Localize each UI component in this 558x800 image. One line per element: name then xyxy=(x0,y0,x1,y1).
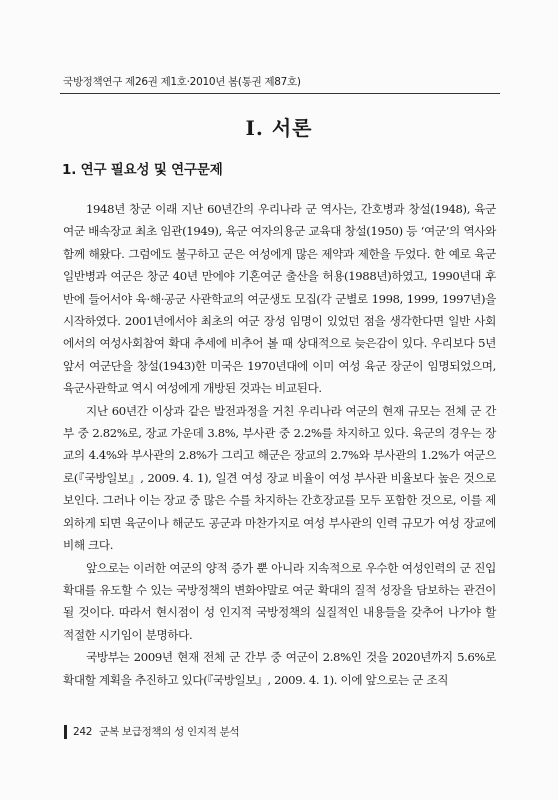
running-header: 국방정책연구 제26권 제1호·2010년 봄(통권 제87호) xyxy=(63,76,301,88)
chapter-title: Ⅰ. 서론 xyxy=(245,116,313,140)
page-footer xyxy=(64,724,239,739)
header-rule xyxy=(60,93,500,94)
paragraph-4: 국방부는 2009년 현재 전체 군 간부 중 여군이 2.8%인 것을 2020년까지 5.6%로 확대할 계획을 추진하고 있다(『국방일보』, 2009. 4. 1). 이에 앞으로는 군 조직 xyxy=(63,650,496,687)
paragraph-1: 1948년 창군 이래 지난 60년간의 우리나라 군 역사는, 간호병과 창설(1948), 육군 여군 배속장교 최초 임관(1949), 육군 여자의용군 교육대 창설(1950) 등 ‘여군’의 역사와 함께 해왔다. 그럼에도 불구하고 군은 여성에게 많은 제약과 제한을 두었다. 한 예로 육군 일반병과 여군은 창군 40년 만에야 기혼여군 출산을 허용(1988년)하였고, 1990년대 후반에 들어서야 육·해·공군 사관학교의 여군생도 모집(각 군별로 1998, 1999, 1997년)을 시작하였다. 2001년에서야 최초의 여군 장성 임명이 있었던 점을 생각한다면 일반 사회에서의 여성사회참여 확대 추세에 비추어 볼 때 상대적으로 늦은감이 있다. 우리보다 5년 앞서 여군단을 창설(1943)한 미국은 1970년대에 이미 여성 육군 장군이 임명되었으며, 육군사관학교 역시 여성에게 개방된 것과는 비교된다. xyxy=(63,202,496,396)
footer-title: 군복 보급정책의 성 인지적 분석 xyxy=(99,726,240,738)
paragraph-3: 앞으로는 이러한 여군의 양적 증가 뿐 아니라 지속적으로 우수한 여성인력의 군 진입 확대를 유도할 수 있는 국방정책의 변화야말로 여군 확대의 질적 성장을 담보하는 관건이 될 것이다. 따라서 현시점이 성 인지적 국방정책의 실질적인 내용들을 갖추어 나가야 할 적절한 시기임이 분명하다. xyxy=(63,560,496,642)
body-text xyxy=(63,198,496,691)
paragraph-2: 지난 60년간 이상과 같은 발전과정을 거친 우리나라 여군의 현재 규모는 전체 군 간부 중 2.82%로, 장교 가운데 3.8%, 부사관 중 2.2%를 차지하고 있다. 육군의 경우는 장교의 4.4%와 부사관의 2.8%가 그리고 해군은 장교의 2.7%와 부사관의 1.2%가 여군으로(『국방일보』, 2009. 4. 1), 일견 여성 장교 비율이 여성 부사관 비율보다 높은 것으로 보인다. 그러나 이는 장교 중 많은 수를 차지하는 간호장교를 모두 포함한 것으로, 이를 제외하게 되면 육군이나 해군도 공군과 마찬가지로 여성 부사관의 인력 규모가 여성 장교에 비해 크다. xyxy=(63,403,496,553)
section-heading: 1. 연구 필요성 및 연구문제 xyxy=(62,162,223,178)
page-number: 242 xyxy=(73,725,93,738)
footer-bar xyxy=(64,725,67,739)
